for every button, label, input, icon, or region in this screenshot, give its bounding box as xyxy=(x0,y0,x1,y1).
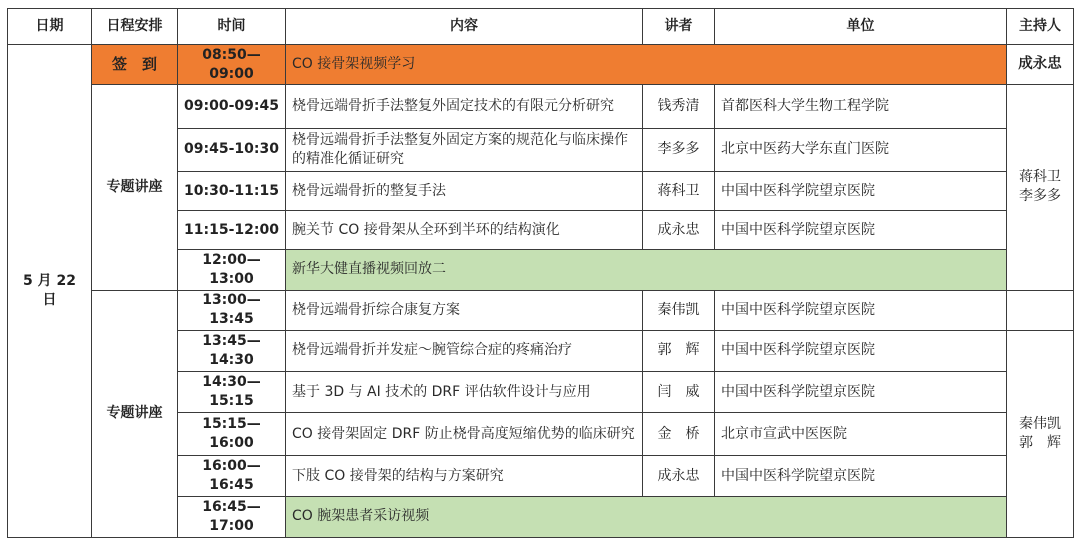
session-unit: 北京市宣武中医医院 xyxy=(715,413,1007,456)
session-time: 09:00-09:45 xyxy=(178,85,286,128)
block2-host-2: 郭 辉 xyxy=(1019,434,1061,451)
session-unit: 北京中医药大学东直门医院 xyxy=(715,128,1007,171)
session-speaker: 钱秀清 xyxy=(643,85,715,128)
header-row xyxy=(8,9,1074,45)
session-time: 13:00—13:45 xyxy=(178,290,286,330)
session-time: 10:30-11:15 xyxy=(178,171,286,210)
session-content: 桡骨远端骨折综合康复方案 xyxy=(286,290,643,330)
session-row xyxy=(8,85,1074,128)
session-speaker: 成永忠 xyxy=(643,211,715,250)
block1-hosts xyxy=(1007,85,1074,290)
header-content: 内容 xyxy=(286,9,643,45)
session-content: 桡骨远端骨折并发症～腕管综合症的疼痛治疗 xyxy=(286,330,643,371)
session-content: 桡骨远端骨折的整复手法 xyxy=(286,171,643,210)
session-speaker: 秦伟凯 xyxy=(643,290,715,330)
session-speaker: 郭 辉 xyxy=(643,330,715,371)
signin-row xyxy=(8,45,1074,85)
session-unit: 中国中医科学院望京医院 xyxy=(715,171,1007,210)
host-spacer xyxy=(1007,290,1074,330)
session-unit: 中国中医科学院望京医院 xyxy=(715,456,1007,496)
session-content: 腕关节 CO 接骨架从全环到半环的结构演化 xyxy=(286,211,643,250)
session-speaker: 金 桥 xyxy=(643,413,715,456)
session-time: 16:00—16:45 xyxy=(178,456,286,496)
signin-time: 08:50—09:00 xyxy=(178,45,286,85)
session-unit: 中国中医科学院望京医院 xyxy=(715,330,1007,371)
header-speaker: 讲者 xyxy=(643,9,715,45)
session-speaker: 蒋科卫 xyxy=(643,171,715,210)
session-unit: 中国中医科学院望京医院 xyxy=(715,290,1007,330)
session-row xyxy=(8,290,1074,330)
header-date: 日期 xyxy=(8,9,92,45)
session-speaker: 李多多 xyxy=(643,128,715,171)
session-time: 13:45—14:30 xyxy=(178,330,286,371)
signin-content: CO 接骨架视频学习 xyxy=(286,45,1007,85)
session-time: 11:15-12:00 xyxy=(178,211,286,250)
signin-host: 成永忠 xyxy=(1007,45,1074,85)
session-time: 14:30—15:15 xyxy=(178,371,286,412)
header-host: 主持人 xyxy=(1007,9,1074,45)
closing-content: CO 腕架患者采访视频 xyxy=(286,496,1007,537)
date-cell: 5 月 22 日 xyxy=(8,45,92,538)
signin-label: 签 到 xyxy=(92,45,178,85)
header-time: 时间 xyxy=(178,9,286,45)
session-unit: 首都医科大学生物工程学院 xyxy=(715,85,1007,128)
header-arrangement: 日程安排 xyxy=(92,9,178,45)
session-content: 基于 3D 与 AI 技术的 DRF 评估软件设计与应用 xyxy=(286,371,643,412)
break-content: 新华大健直播视频回放二 xyxy=(286,250,1007,290)
session-content: 桡骨远端骨折手法整复外固定技术的有限元分析研究 xyxy=(286,85,643,128)
session-content: CO 接骨架固定 DRF 防止桡骨高度短缩优势的临床研究 xyxy=(286,413,643,456)
session-speaker: 闫 威 xyxy=(643,371,715,412)
session-unit: 中国中医科学院望京医院 xyxy=(715,371,1007,412)
closing-time: 16:45—17:00 xyxy=(178,496,286,537)
break-time: 12:00—13:00 xyxy=(178,250,286,290)
block2-host-1: 秦伟凯 xyxy=(1019,415,1061,432)
header-unit: 单位 xyxy=(715,9,1007,45)
schedule-table xyxy=(7,8,1074,538)
block2-label: 专题讲座 xyxy=(92,290,178,537)
session-unit: 中国中医科学院望京医院 xyxy=(715,211,1007,250)
session-speaker: 成永忠 xyxy=(643,456,715,496)
session-time: 15:15—16:00 xyxy=(178,413,286,456)
session-time: 09:45-10:30 xyxy=(178,128,286,171)
block1-host-2: 李多多 xyxy=(1019,188,1061,205)
session-content: 下肢 CO 接骨架的结构与方案研究 xyxy=(286,456,643,496)
block2-hosts xyxy=(1007,330,1074,537)
session-content: 桡骨远端骨折手法整复外固定方案的规范化与临床操作的精准化循证研究 xyxy=(286,128,643,171)
block1-label: 专题讲座 xyxy=(92,85,178,290)
block1-host-1: 蒋科卫 xyxy=(1019,169,1061,186)
